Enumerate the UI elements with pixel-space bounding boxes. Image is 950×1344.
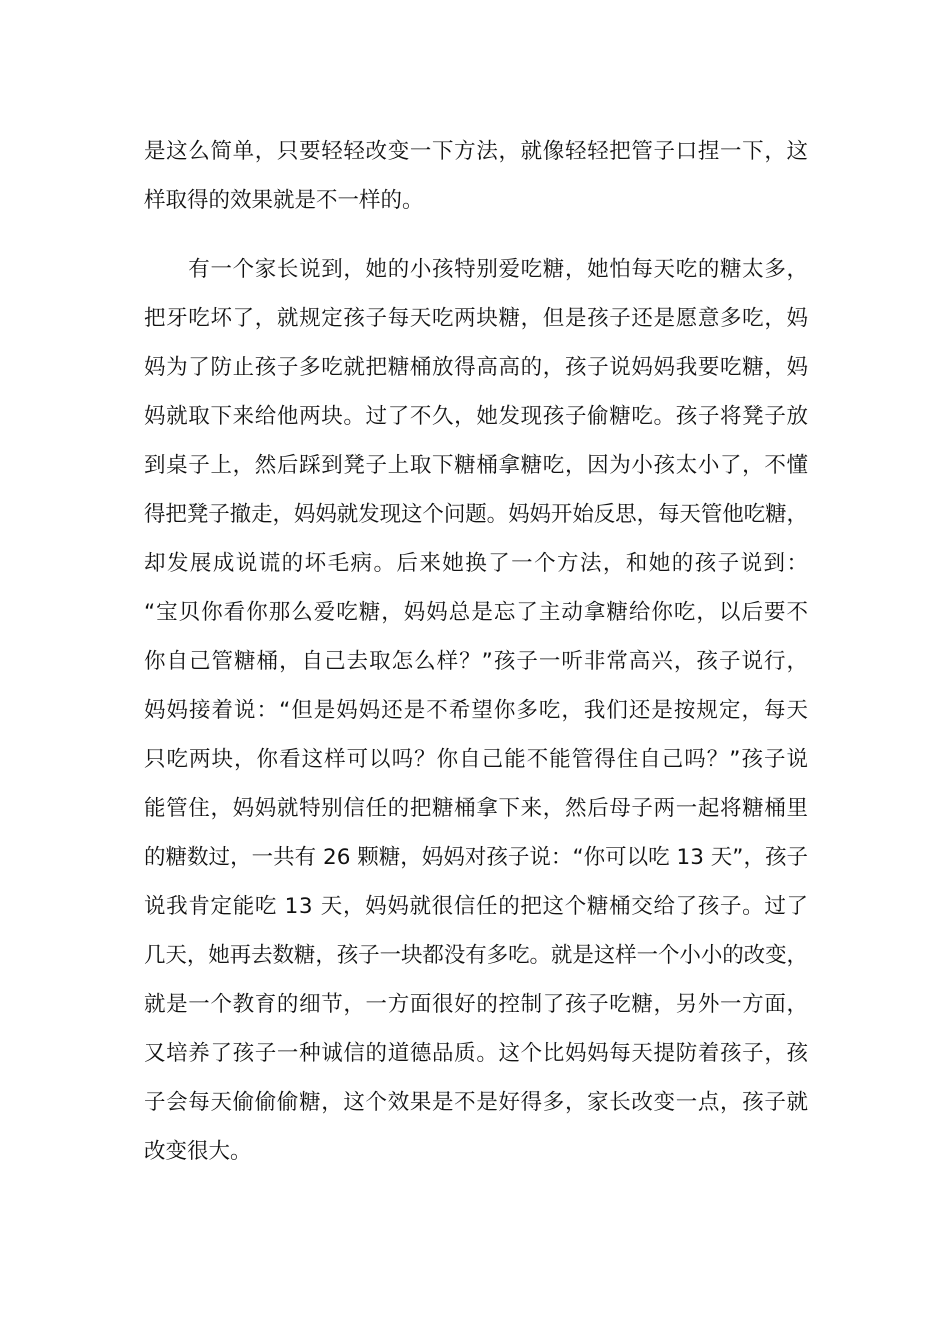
text-line: 妈妈接着说：“但是妈妈还是不希望你多吃，我们还是按规定，每天	[144, 698, 809, 723]
text-line: 是这么简单，只要轻轻改变一下方法，就像轻轻把管子口捏一下，这	[144, 139, 809, 164]
text-line: 得把凳子撤走，妈妈就发现这个问题。妈妈开始反思，每天管他吃糖，	[144, 502, 808, 527]
text-line: 妈就取下来给他两块。过了不久，她发现孩子偷糖吃。孩子将凳子放	[144, 404, 809, 429]
text-line: 妈为了防止孩子多吃就把糖桶放得高高的，孩子说妈妈我要吃糖，妈	[144, 355, 809, 380]
text-line: 样取得的效果就是不一样的。	[144, 188, 424, 213]
text-line: 到桌子上，然后踩到凳子上取下糖桶拿糖吃，因为小孩太小了，不懂	[144, 453, 809, 478]
text-line: 子会每天偷偷偷糖，这个效果是不是好得多，家长改变一点，孩子就	[144, 1090, 809, 1115]
text-line: 就是一个教育的细节，一方面很好的控制了孩子吃糖，另外一方面，	[144, 992, 809, 1017]
text-line: 却发展成说谎的坏毛病。后来她换了一个方法，和她的孩子说到：	[144, 551, 810, 576]
paragraph-2	[144, 245, 808, 1176]
paragraph-1	[144, 127, 808, 225]
text-line: 改变很大。	[144, 1139, 252, 1164]
text-line: 能管住，妈妈就特别信任的把糖桶拿下来，然后母子两一起将糖桶里	[144, 796, 809, 821]
text-line: 你自己管糖桶，自己去取怎么样？”孩子一听非常高兴，孩子说行，	[144, 649, 809, 674]
text-line: 把牙吃坏了，就规定孩子每天吃两块糖，但是孩子还是愿意多吃，妈	[144, 306, 809, 331]
text-line: 有一个家长说到，她的小孩特别爱吃糖，她怕每天吃的糖太多，	[144, 257, 809, 282]
text-line: 的糖数过，一共有 26 颗糖，妈妈对孩子说：“你可以吃 13 天”，孩子	[144, 845, 809, 870]
text-line: 几天，她再去数糖，孩子一块都没有多吃。就是这样一个小小的改变，	[144, 943, 808, 968]
text-line: “宝贝你看你那么爱吃糖，妈妈总是忘了主动拿糖给你吃，以后要不	[144, 600, 809, 625]
text-line: 只吃两块，你看这样可以吗？你自己能不能管得住自己吗？”孩子说	[144, 747, 809, 772]
text-line: 又培养了孩子一种诚信的道德品质。这个比妈妈每天提防着孩子，孩	[144, 1041, 809, 1066]
text-line: 说我肯定能吃 13 天，妈妈就很信任的把这个糖桶交给了孩子。过了	[144, 894, 809, 919]
